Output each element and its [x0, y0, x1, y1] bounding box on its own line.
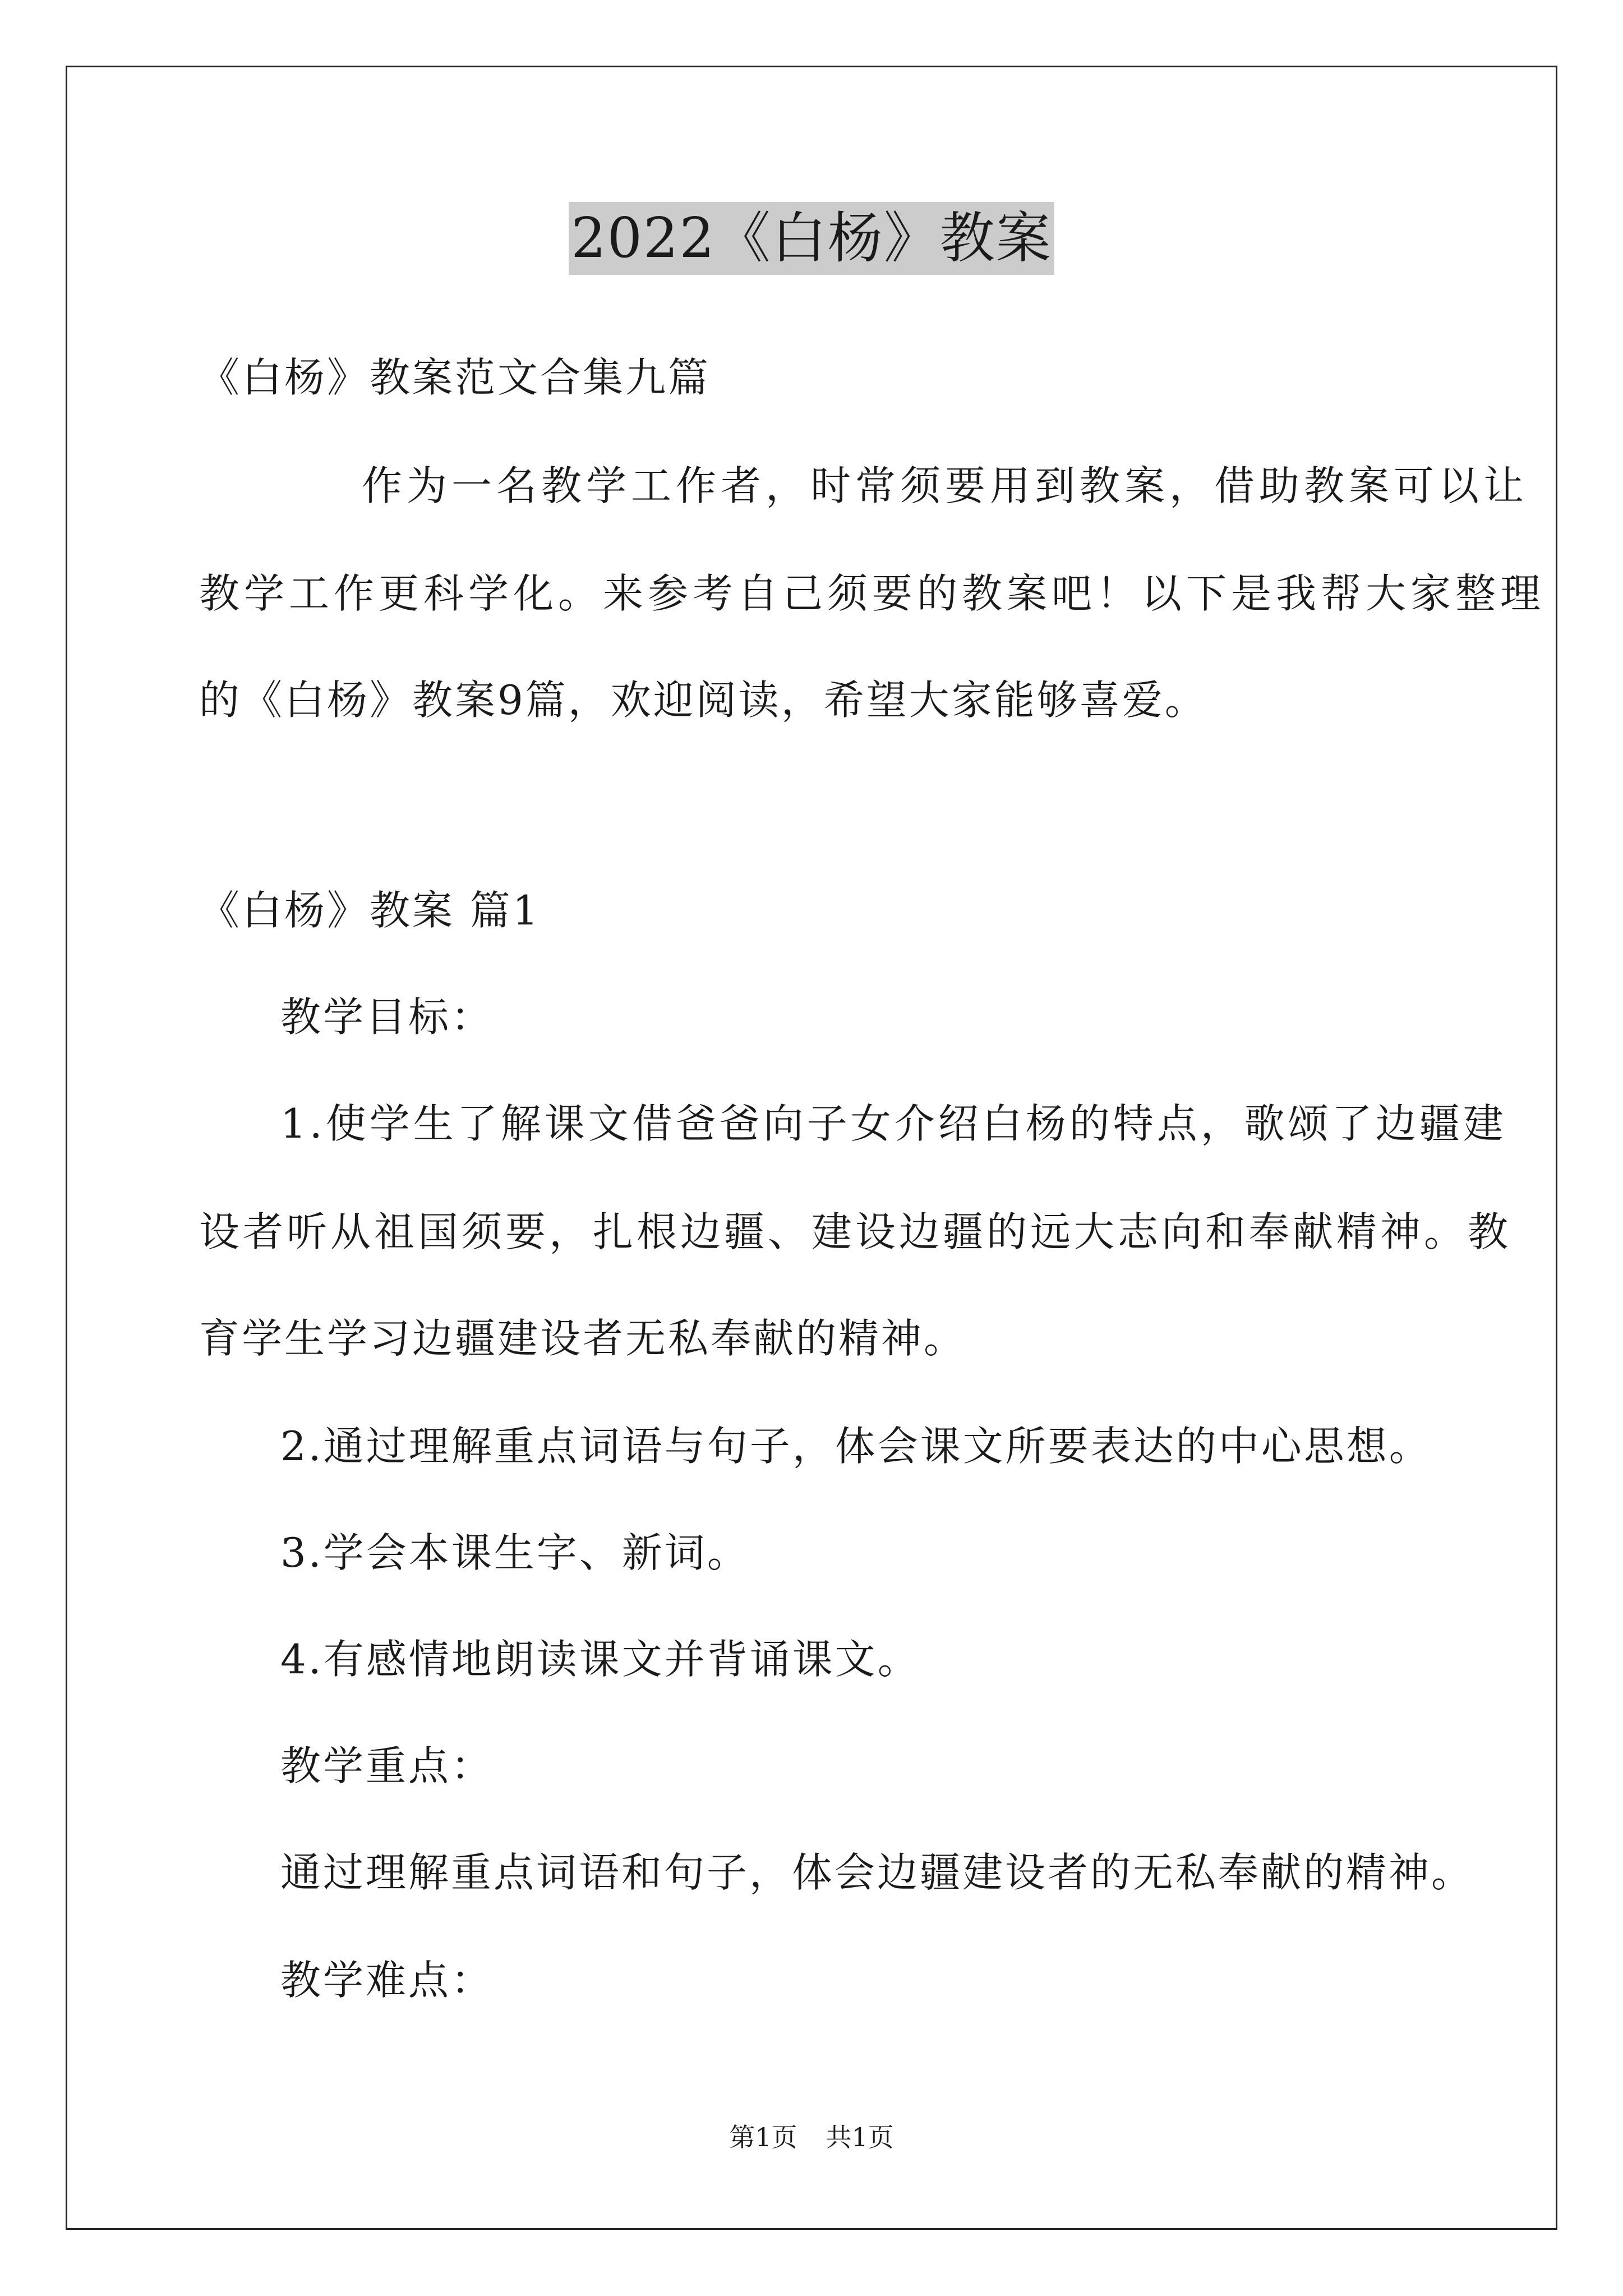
subheading-objectives: 教学目标： [280, 993, 494, 1041]
objective-line: 育学生学习边疆建设者无私奉献的精神。 [199, 1315, 967, 1362]
subheading-key-points: 教学重点： [280, 1742, 494, 1789]
intro-paragraph-line: 的《白杨》教案9篇，欢迎阅读，希望大家能够喜爱。 [199, 677, 1207, 724]
intro-paragraph-line: 作为一名教学工作者，时常须要用到教案，借助教案可以让 [362, 462, 1529, 509]
page-number: 第1页 [729, 2122, 797, 2152]
subheading-difficulties: 教学难点： [280, 1957, 494, 2004]
title-container [0, 202, 1623, 275]
objective-line: 设者听从祖国须要，扎根边疆、建设边疆的远大志向和奉献精神。教 [199, 1208, 1512, 1255]
key-point-line: 通过理解重点词语和句子，体会边疆建设者的无私奉献的精神。 [280, 1849, 1474, 1896]
page-footer [0, 2120, 1623, 2154]
objective-line: 3.学会本课生字、新词。 [280, 1529, 750, 1576]
objective-line: 1.使学生了解课文借爸爸向子女介绍白杨的特点，歌颂了边疆建 [280, 1100, 1507, 1147]
document-title: 2022《白杨》教案 [569, 202, 1054, 275]
objective-line: 2.通过理解重点词语与句子，体会课文所要表达的中心思想。 [280, 1423, 1432, 1470]
section-heading: 《白杨》教案 篇1 [199, 887, 541, 934]
page-total: 共1页 [826, 2122, 894, 2152]
objective-line: 4.有感情地朗读课文并背诵课文。 [280, 1636, 920, 1683]
subtitle-line: 《白杨》教案范文合集九篇 [199, 354, 711, 401]
intro-paragraph-line: 教学工作更科学化。来参考自己须要的教案吧！以下是我帮大家整理 [199, 570, 1546, 617]
